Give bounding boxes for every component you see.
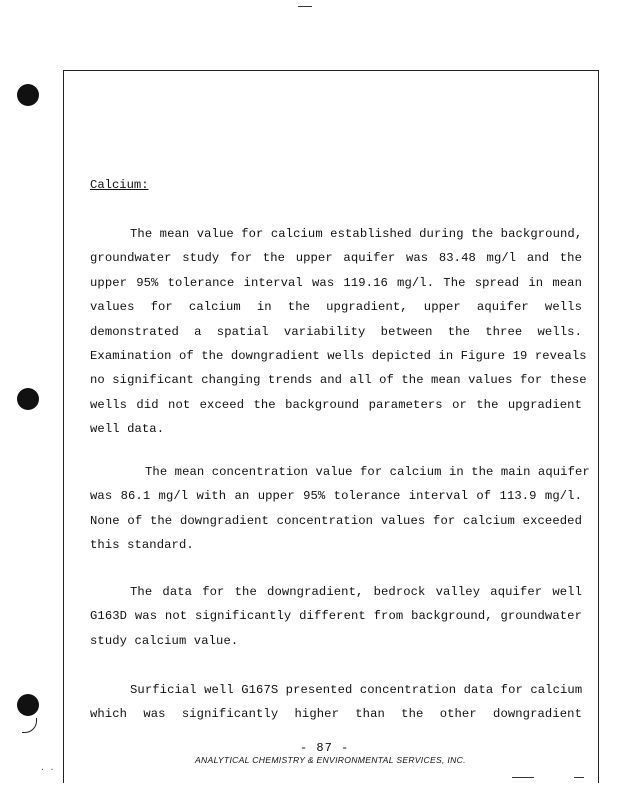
text-line: upper 95% tolerance interval was 119.16 mg/l. The spread in mean	[90, 275, 582, 290]
text-line: Examination of the downgradient wells depicted in Figure 19 reveals	[90, 349, 587, 364]
paragraph-2	[90, 460, 590, 558]
punch-hole-middle	[17, 388, 39, 410]
scan-dots: . .	[40, 764, 55, 773]
text-line: groundwater study for the upper aquifer was 83.48 mg/l and the	[90, 251, 582, 266]
text-line: well data.	[90, 422, 165, 437]
paragraph-4	[90, 678, 582, 727]
scan-tick-top	[298, 6, 312, 7]
text-line: values for calcium in the upgradient, upper aquifer wells	[90, 300, 582, 315]
text-line: G163D was not significantly different from background, groundwater	[90, 609, 582, 624]
paragraph-3	[90, 580, 582, 653]
text-line: The mean value for calcium established during the background,	[130, 227, 583, 241]
punch-hole-bottom	[17, 694, 39, 716]
text-line: demonstrated a spatial variability between the three wells.	[90, 324, 582, 339]
text-line: The data for the downgradient, bedrock valley aquifer well	[130, 585, 582, 599]
text-line: None of the downgradient concentration values for calcium exceeded	[90, 513, 582, 528]
section-heading: Calcium:	[90, 178, 149, 192]
text-line: was 86.1 mg/l with an upper 95% tolerance interval of 113.9 mg/l.	[90, 489, 582, 504]
text-line: study calcium value.	[90, 633, 239, 648]
text-line: this standard.	[90, 538, 194, 553]
punch-hole-top	[17, 84, 39, 106]
page-number: - 87 -	[300, 741, 350, 755]
text-line: Surficial well G167S presented concentration data for calcium	[130, 683, 583, 697]
paragraph-1	[90, 222, 587, 442]
text-line: The mean concentration value for calcium in the main aquifer	[145, 465, 590, 479]
company-footer: ANALYTICAL CHEMISTRY & ENVIRONMENTAL SERVICES, INC.	[195, 755, 466, 765]
scan-mark-curl	[22, 718, 37, 733]
text-line: no significant changing trends and all of the mean values for these	[90, 373, 587, 388]
text-line: wells did not exceed the background parameters or the upgradient	[90, 397, 582, 412]
text-line: which was significantly higher than the other downgradient	[90, 707, 582, 722]
